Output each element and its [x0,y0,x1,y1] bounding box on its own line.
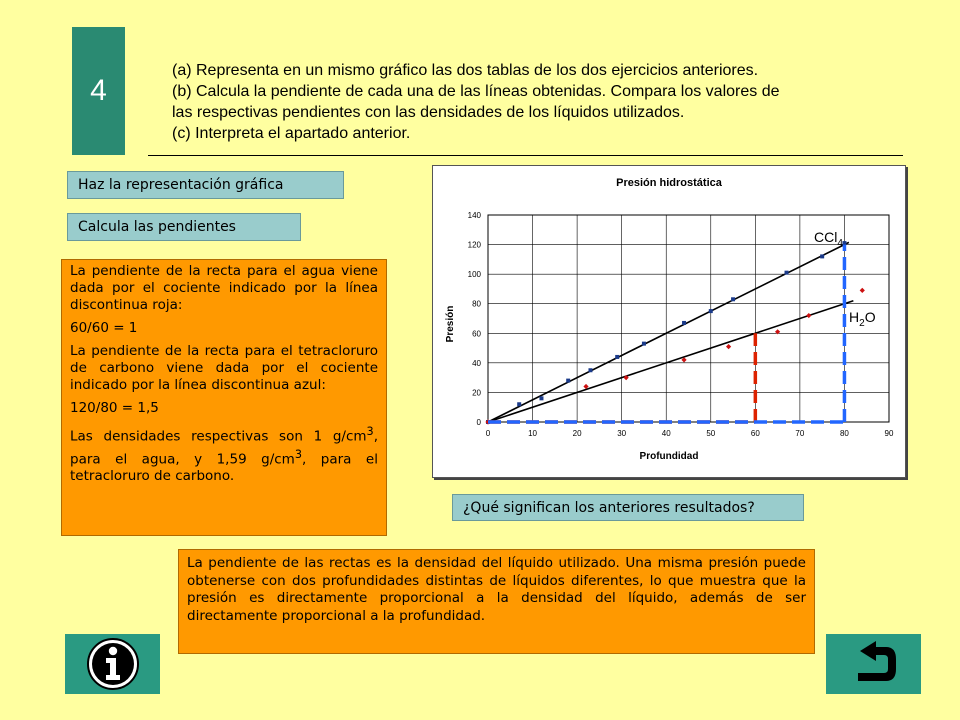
ccl4-label-main: CCl [814,229,838,245]
explanation-water: La pendiente de la recta para el agua viene dada por el cociente indicado por la línea discontinua roja: [70,263,378,313]
y-tick-label: 0 [476,418,481,427]
ccl4-data-point [731,297,735,301]
slopes-explanation [61,259,387,536]
y-tick-label: 100 [467,270,481,280]
x-tick-label: 80 [839,429,849,438]
question-line-a: (a) Representa en un mismo gráfico las dos tablas de los dos ejercicios anteriores. [172,62,759,79]
ccl4-data-point [539,396,543,400]
question-line-c: (c) Interpreta el apartado anterior. [172,125,411,142]
pressure-chart [433,166,905,477]
chart-panel [432,165,906,478]
question-line-b-cont: las respectivas pendientes con las densidades de los líquidos utilizados. [172,104,685,121]
y-tick-label: 80 [472,299,481,309]
h2o-data-point [806,313,811,318]
x-tick-label: 10 [528,429,538,438]
data-points [485,241,864,425]
h2o-label-sub: 2 [859,318,865,329]
y-axis-label: Presión [445,305,456,343]
ccl4-slope-value: 120/80 = 1,5 [70,400,159,416]
question-text [172,60,892,144]
ccl4-data-point [820,254,824,258]
ccl4-data-point [566,379,570,383]
h2o-label [849,309,876,329]
h2o-label-tail: O [864,309,876,325]
info-icon [85,636,141,692]
x-tick-label: 50 [706,429,716,438]
x-tick-label: 60 [750,429,760,438]
ccl4-data-point [517,402,521,406]
meaning-button[interactable]: ¿Qué significan los anteriores resultados? [452,494,804,521]
chart-title: Presión hidrostática [616,177,722,189]
conclusion-box: La pendiente de las rectas es la densidad del líquido utilizado. Una misma presión puede obtenerse con dos profundidades distintas de líquidos diferentes, lo que muestra que la presión es directamente proporcional a la densidad del líquido, además de ser directamente proporcional a la profundidad. [178,549,815,654]
divider [148,155,903,156]
explanation-ccl4: La pendiente de la recta para el tetracloruro de carbono viene dada por el cociente indicado por la línea discontinua azul: [70,343,378,393]
plot-frame [488,215,889,422]
info-button[interactable] [65,634,160,694]
x-tick-label: 40 [661,429,671,438]
return-arrow-icon [846,639,902,689]
x-tick-label: 70 [795,429,805,438]
h2o-trend-line [488,301,853,422]
h2o-data-point [775,329,780,334]
graph-button[interactable]: Haz la representación gráfica [67,171,344,199]
axes [468,211,894,438]
back-button[interactable] [826,634,921,694]
h2o-data-point [860,288,865,293]
superscript-3: 3 [294,447,302,461]
x-tick-label: 20 [572,429,582,438]
h2o-label-main: H [849,309,860,325]
grid [488,215,889,422]
slopes-button[interactable]: Calcula las pendientes [67,213,301,241]
y-tick-label: 20 [472,388,481,398]
ccl4-data-point [588,368,592,372]
trend-lines [488,242,853,422]
ccl4-data-point [842,241,846,245]
y-tick-label: 40 [472,358,481,368]
explanation-densities [70,423,378,485]
superscript-3: 3 [366,425,374,438]
y-tick-label: 140 [467,211,481,220]
water-slope-value: 60/60 = 1 [70,320,138,336]
ccl4-data-point [785,271,789,275]
x-tick-label: 0 [485,429,491,438]
ccl4-data-point [682,321,686,325]
density-text-2: , para el agua, y 1,59 g/cm [70,428,378,467]
x-tick-label: 30 [617,429,627,438]
y-tick-label: 60 [472,329,481,339]
ccl4-label-sub: 4 [837,238,843,249]
h2o-data-point [726,344,731,349]
density-text-3: , para el tetracloruro de carbono. [70,451,378,484]
ccl4-trend-line [488,242,849,422]
ccl4-data-point [615,355,619,359]
density-text-1: Las densidades respectivas son 1 g/cm [70,428,367,445]
y-tick-label: 120 [467,240,481,250]
ccl4-data-point [709,309,713,313]
slide-number: 4 [72,27,125,155]
ccl4-label [814,229,843,249]
x-tick-label: 90 [884,429,894,438]
ccl4-data-point [642,342,646,346]
x-axis-label: Profundidad [639,451,699,462]
question-line-b: (b) Calcula la pendiente de cada una de las líneas obtenidas. Compara los valores de [172,83,780,100]
